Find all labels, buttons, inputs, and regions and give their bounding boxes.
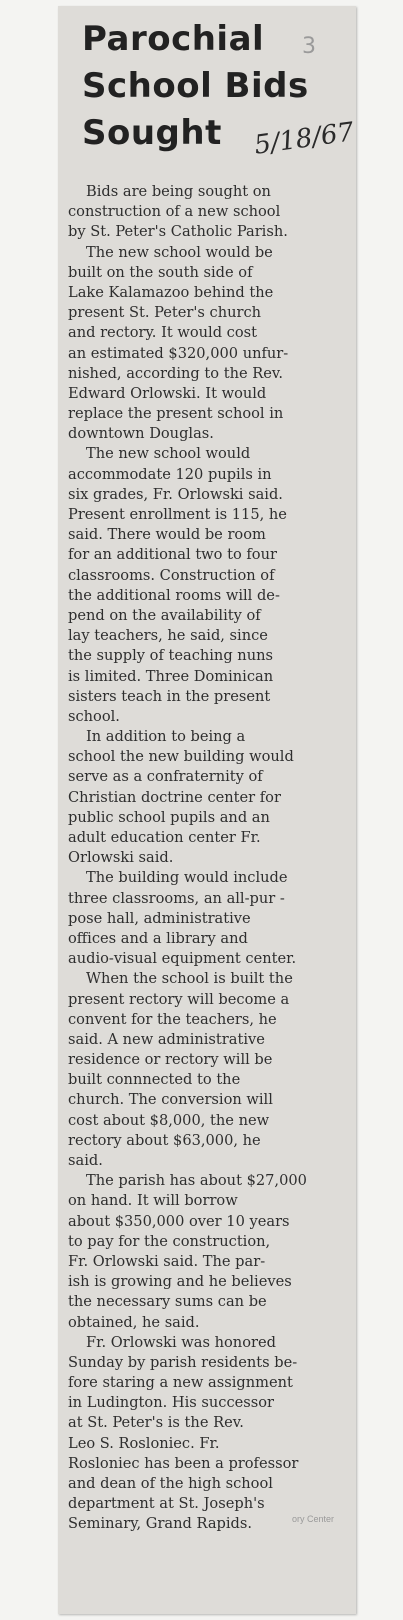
article-line: said. — [68, 1152, 103, 1169]
article-line: said. A new administrative — [68, 1030, 265, 1048]
headline-line-1: Parochial — [82, 19, 265, 59]
watermark: ory Center — [292, 1514, 335, 1524]
article-line: Orlowski said. — [68, 849, 174, 867]
article-line: obtained, he said. — [68, 1313, 200, 1331]
article-line: downtown Douglas. — [68, 425, 214, 443]
article-paragraph — [68, 1171, 354, 1333]
article-line: offices and a library and — [68, 929, 248, 947]
article-line: and rectory. It would cost — [68, 324, 257, 342]
article-line: by St. Peter's Catholic Parish. — [68, 223, 288, 241]
article-line: said. There would be room — [68, 526, 266, 544]
article-line: department at St. Joseph's — [68, 1495, 265, 1513]
article-line: The new school would be — [86, 243, 273, 261]
article-line: an estimated $320,000 unfur- — [68, 344, 289, 362]
article-paragraph — [68, 868, 354, 969]
article-line: lay teachers, he said, since — [68, 627, 268, 645]
article-paragraph — [68, 969, 354, 1171]
article-line: Bids are being sought on — [86, 183, 271, 200]
article-line: replace the present school in — [68, 405, 284, 423]
handwritten-date: 5/18/67 — [252, 117, 356, 161]
article-line: church. The conversion will — [68, 1091, 273, 1109]
article-line: rectory about $63,000, he — [68, 1131, 261, 1149]
article-line: Seminary, Grand Rapids. — [68, 1515, 253, 1533]
article-line: adult education center Fr. — [68, 829, 261, 846]
article-line: Rosloniec has been a professor — [68, 1454, 299, 1472]
article-line: present rectory will become a — [68, 990, 290, 1008]
article-line: Leo S. Rosloniec. Fr. — [68, 1434, 220, 1452]
article-line: The parish has about $27,000 — [86, 1172, 307, 1190]
article-line: Edward Orlowski. It would — [68, 384, 267, 402]
article-paragraph — [68, 444, 354, 727]
article-line: Fr. Orlowski said. The par- — [68, 1252, 266, 1270]
article-line: nished, according to the Rev. — [68, 364, 284, 382]
article-line: three classrooms, an all-pur - — [68, 889, 285, 907]
article-paragraph — [68, 182, 354, 243]
article-line: In addition to being a — [86, 728, 246, 746]
article-paragraph — [68, 1333, 354, 1535]
article-line: the supply of teaching nuns — [68, 647, 273, 665]
article-line: construction of a new school — [68, 203, 281, 221]
article-line: Lake Kalamazoo behind the — [68, 283, 274, 301]
headline-line-2: School Bids — [82, 66, 309, 106]
article-line: ish is growing and he believes — [68, 1273, 292, 1291]
article-line: Sunday by parish residents be- — [68, 1353, 298, 1371]
article-line: six grades, Fr. Orlowski said. — [68, 485, 283, 503]
article-line: at St. Peter's is the Rev. — [68, 1414, 244, 1432]
article-line: Fr. Orlowski was honored — [86, 1333, 276, 1351]
article-line: Christian doctrine center for — [68, 788, 281, 806]
article-line: on hand. It will borrow — [68, 1192, 238, 1210]
article-line: accommodate 120 pupils in — [68, 465, 272, 483]
article-line: the additional rooms will de- — [68, 586, 280, 604]
article-line: residence or rectory will be — [68, 1051, 273, 1069]
article-line: public school pupils and an — [68, 808, 270, 826]
page-number: 3 — [302, 34, 316, 59]
article-line: is limited. Three Dominican — [68, 667, 274, 685]
article-line: convent for the teachers, he — [68, 1010, 277, 1028]
headline-line-3: Sought — [82, 113, 222, 153]
article-line: pend on the availability of — [68, 606, 261, 624]
article-line: present St. Peter's church — [68, 304, 262, 322]
article-line: to pay for the construction, — [68, 1232, 271, 1250]
article-line: classrooms. Construction of — [68, 566, 275, 584]
article-line: for an additional two to four — [68, 546, 277, 564]
article-line: pose hall, administrative — [68, 909, 251, 927]
article-line: audio-visual equipment center. — [68, 950, 297, 968]
article-line: The building would include — [86, 869, 288, 887]
article-line: school the new building would — [68, 748, 294, 766]
article-line: serve as a confraternity of — [68, 768, 263, 786]
article-line: sisters teach in the present — [68, 687, 271, 705]
article-line: about $350,000 over 10 years — [68, 1212, 290, 1230]
article-line: the necessary sums can be — [68, 1293, 267, 1311]
article-line: and dean of the high school — [68, 1475, 273, 1492]
article-line: fore staring a new assignment — [68, 1374, 293, 1392]
article-line: When the school is built the — [86, 970, 293, 988]
article-body — [68, 182, 354, 1535]
article-paragraph — [68, 727, 354, 868]
article-paragraph — [68, 243, 354, 445]
article-line: built connnected to the — [68, 1071, 241, 1089]
newspaper-clipping — [58, 6, 356, 1614]
article-line: The new school would — [86, 445, 251, 463]
article-line: school. — [68, 707, 120, 725]
article-line: Present enrollment is 115, he — [68, 506, 287, 523]
article-line: built on the south side of — [68, 263, 253, 281]
article-line: in Ludington. His successor — [68, 1394, 275, 1412]
article-line: cost about $8,000, the new — [68, 1111, 270, 1129]
